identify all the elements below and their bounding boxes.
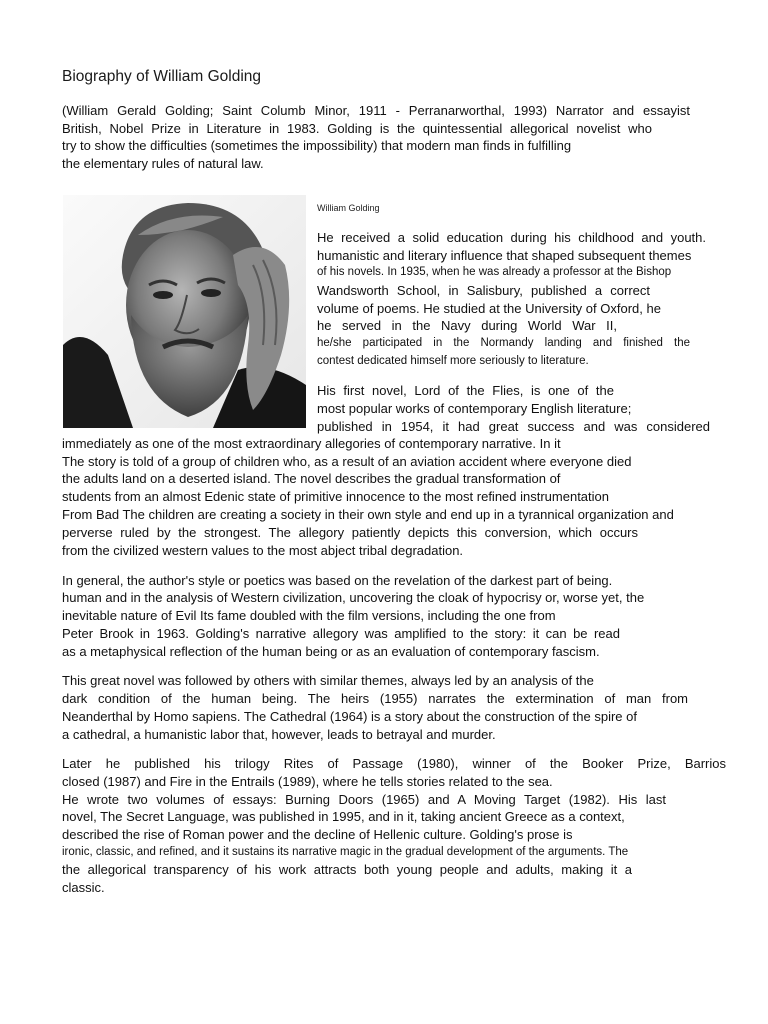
intro-line: the elementary rules of natural law.	[62, 156, 264, 171]
para5-line: He wrote two volumes of essays: Burning Doors (1965) and A Moving Target (1982). His last	[62, 792, 666, 807]
para2-line: The story is told of a group of children who, as a result of an aviation accident where everyone died	[62, 454, 632, 469]
para3-line: as a metaphysical reflection of the human being or as an evaluation of contemporary fascism.	[62, 644, 600, 659]
para1-line: he/she participated in the Normandy landing and finished the	[317, 337, 690, 349]
para3-line: inevitable nature of Evil Its fame doubled with the film versions, including the one from	[62, 608, 556, 623]
para5-line: closed (1987) and Fire in the Entrails (1989), where he tells stories related to the sea.	[62, 774, 553, 789]
para5-line: described the rise of Roman power and the decline of Hellenic culture. Golding's prose is	[62, 827, 573, 842]
para5-line: classic.	[62, 880, 105, 895]
para2-line: His first novel, Lord of the Flies, is one of the	[317, 383, 614, 398]
para2-line: students from an almost Edenic state of primitive innocence to the most refined instrumentation	[62, 489, 609, 504]
para4-line: a cathedral, a humanistic labor that, however, leads to betrayal and murder.	[62, 727, 496, 742]
para4-line: dark condition of the human being. The heirs (1955) narrates the extermination of man from	[62, 691, 688, 706]
author-portrait-photo	[63, 195, 306, 428]
para5-line: Later he published his trilogy Rites of Passage (1980), winner of the Booker Prize, Barrios	[62, 756, 726, 771]
para2-line: the adults land on a deserted island. The novel describes the gradual transformation of	[62, 471, 561, 486]
para1-line: humanistic and literary influence that shaped subsequent themes	[317, 248, 692, 263]
intro-line: British, Nobel Prize in Literature in 1983. Golding is the quintessential allegorical novelist who	[62, 121, 652, 136]
para2-line: perverse ruled by the strongest. The allegory patiently depicts this conversion, which occurs	[62, 525, 638, 540]
para2-line: From Bad The children are creating a society in their own style and end up in a tyrannical organization and	[62, 507, 674, 522]
para1-line: volume of poems. He studied at the University of Oxford, he	[317, 301, 661, 316]
para2-line: from the civilized western values to the most abject tribal degradation.	[62, 543, 464, 558]
para1-line: He received a solid education during his childhood and youth.	[317, 230, 706, 245]
para2-line: most popular works of contemporary English literature;	[317, 401, 632, 416]
para1-line: he served in the Navy during World War II,	[317, 318, 617, 333]
page-title: Biography of William Golding	[62, 68, 262, 85]
para2-line: published in 1954, it had great success and was considered	[317, 419, 710, 434]
para1-line: contest dedicated himself more seriously to literature.	[317, 355, 589, 367]
para1-line: of his novels. In 1935, when he was already a professor at the Bishop	[317, 266, 672, 278]
para3-line: human and in the analysis of Western civilization, uncovering the cloak of hypocrisy or, worse yet, the	[62, 590, 645, 605]
para5-line: novel, The Secret Language, was published in 1995, and in it, taking ancient Greece as a context,	[62, 809, 625, 824]
para5-line: ironic, classic, and refined, and it sustains its narrative magic in the gradual development of the arguments. The	[62, 846, 629, 858]
para1-line: Wandsworth School, in Salisbury, published a correct	[317, 283, 650, 298]
intro-line: (William Gerald Golding; Saint Columb Minor, 1911 - Perranarworthal, 1993) Narrator and essayist	[62, 103, 690, 118]
para3-line: In general, the author's style or poetics was based on the revelation of the darkest part of being.	[62, 573, 613, 588]
para3-line: Peter Brook in 1963. Golding's narrative allegory was amplified to the story: it can be read	[62, 626, 620, 641]
intro-line: try to show the difficulties (sometimes the impossibility) that modern man finds in fulfilling	[62, 138, 572, 153]
para4-line: Neanderthal by Homo sapiens. The Cathedral (1964) is a story about the construction of the spire of	[62, 709, 637, 724]
para4-line: This great novel was followed by others with similar themes, always led by an analysis of the	[62, 673, 594, 688]
para5-line: the allegorical transparency of his work attracts both young people and adults, making it a	[62, 862, 632, 877]
photo-caption: William Golding	[317, 203, 380, 213]
para2-line: immediately as one of the most extraordinary allegories of contemporary narrative. In it	[62, 436, 561, 451]
